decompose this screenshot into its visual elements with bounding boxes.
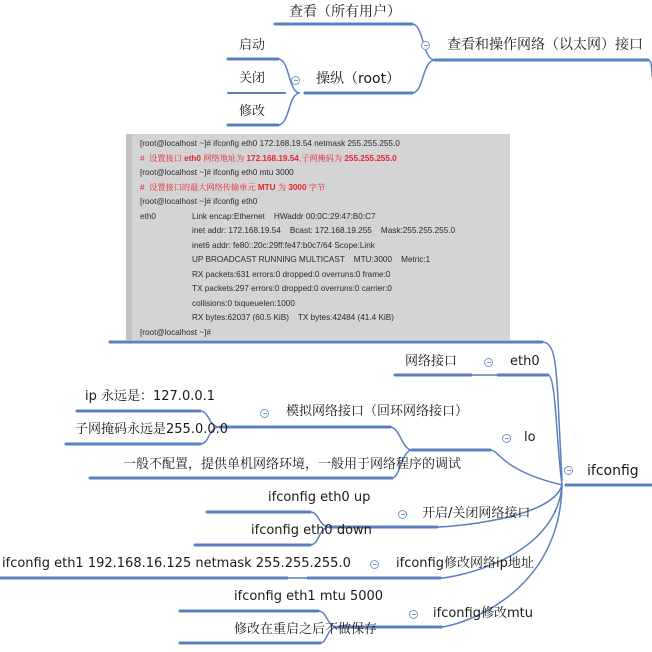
- node-lo-note[interactable]: 一般不配置，提供单机网络环境，一般用于网络程序的调试: [123, 457, 462, 472]
- collapse-toggle-icon[interactable]: [370, 560, 379, 569]
- node-eth0[interactable]: eth0: [510, 354, 540, 369]
- node-updown-interface[interactable]: 开启/关闭网络接口: [422, 506, 531, 521]
- terminal-line: TX packets:297 errors:0 dropped:0 overruns:0 carrier:0: [192, 284, 392, 293]
- terminal-line: [root@localhost ~]# ifconfig eth0 mtu 3000: [140, 168, 294, 177]
- node-close[interactable]: 关闭: [239, 71, 266, 86]
- terminal-line: [root@localhost ~]#: [140, 327, 211, 337]
- collapse-toggle-icon[interactable]: [291, 76, 300, 85]
- collapse-toggle-icon[interactable]: [421, 41, 430, 50]
- terminal-comment: # 设置接口的最大网络传输单元 MTU 为 3000 字节: [140, 182, 326, 192]
- terminal-line: [root@localhost ~]# ifconfig eth0 172.168.19.54 netmask 255.255.255.0: [140, 139, 400, 148]
- node-network-interface[interactable]: 网络接口: [405, 354, 458, 369]
- node-start[interactable]: 启动: [239, 38, 266, 53]
- node-mtu-note[interactable]: 修改在重启之后不做保存: [234, 622, 378, 637]
- node-virtual-interface[interactable]: 模拟网络接口（回环网络接口）: [286, 404, 469, 419]
- node-operate-root[interactable]: 操纵（root）: [316, 71, 401, 87]
- terminal-line: UP BROADCAST RUNNING MULTICAST MTU:3000 Metric:1: [192, 255, 431, 264]
- terminal-line: RX packets:631 errors:0 dropped:0 overruns:0 frame:0: [192, 269, 391, 279]
- node-lo-netmask[interactable]: 子网掩码永远是255.0.0.0: [75, 422, 229, 437]
- node-modify[interactable]: 修改: [239, 104, 266, 119]
- node-ifconfig-up[interactable]: ifconfig eth0 up: [268, 490, 371, 505]
- collapse-toggle-icon[interactable]: [484, 358, 493, 367]
- node-mtu-command[interactable]: ifconfig eth1 mtu 5000: [234, 589, 384, 604]
- terminal-line: eth0 Link encap:Ethernet HWaddr 00:0C:29:47:B0:C7: [140, 211, 376, 221]
- terminal-line: inet6 addr: fe80::20c:29ff:fe47:b0c7/64 Scope:Link: [192, 240, 375, 250]
- terminal-comment: # 设置接口 eth0 网络地址为 172.168.19.54,子网掩码为 255.255.255.0: [140, 153, 397, 163]
- collapse-toggle-icon[interactable]: [502, 434, 511, 443]
- node-modify-mtu[interactable]: ifconfig修改mtu: [433, 606, 533, 621]
- node-modify-ip[interactable]: ifconfig修改网络ip地址: [396, 556, 534, 571]
- terminal-line: inet addr: 172.168.19.54 Bcast: 172.168.19.255 Mask:255.255.255.0: [192, 226, 456, 235]
- collapse-toggle-icon[interactable]: [398, 510, 407, 519]
- terminal-screenshot: [126, 134, 510, 340]
- node-ifconfig[interactable]: ifconfig: [587, 463, 639, 479]
- terminal-line: collisions:0 txqueuelen:1000: [192, 298, 295, 308]
- terminal-line: [root@localhost ~]# ifconfig eth0: [140, 197, 258, 206]
- node-lo[interactable]: lo: [524, 430, 536, 445]
- node-ifconfig-down[interactable]: ifconfig eth0 down: [251, 523, 372, 538]
- node-modify-ip-command[interactable]: ifconfig eth1 192.168.16.125 netmask 255.255.255.0: [2, 556, 351, 571]
- node-view-operate-interface[interactable]: 查看和操作网络（以太网）接口: [447, 37, 643, 53]
- collapse-toggle-icon[interactable]: [409, 610, 418, 619]
- collapse-toggle-icon[interactable]: [260, 409, 269, 418]
- terminal-line: RX bytes:62037 (60.5 KiB) TX bytes:42484 (41.4 KiB): [192, 313, 394, 322]
- node-view-all-users[interactable]: 查看（所有用户）: [289, 4, 401, 20]
- collapse-toggle-icon[interactable]: [564, 466, 573, 475]
- node-lo-ip[interactable]: ip 永远是：127.0.0.1: [85, 389, 216, 404]
